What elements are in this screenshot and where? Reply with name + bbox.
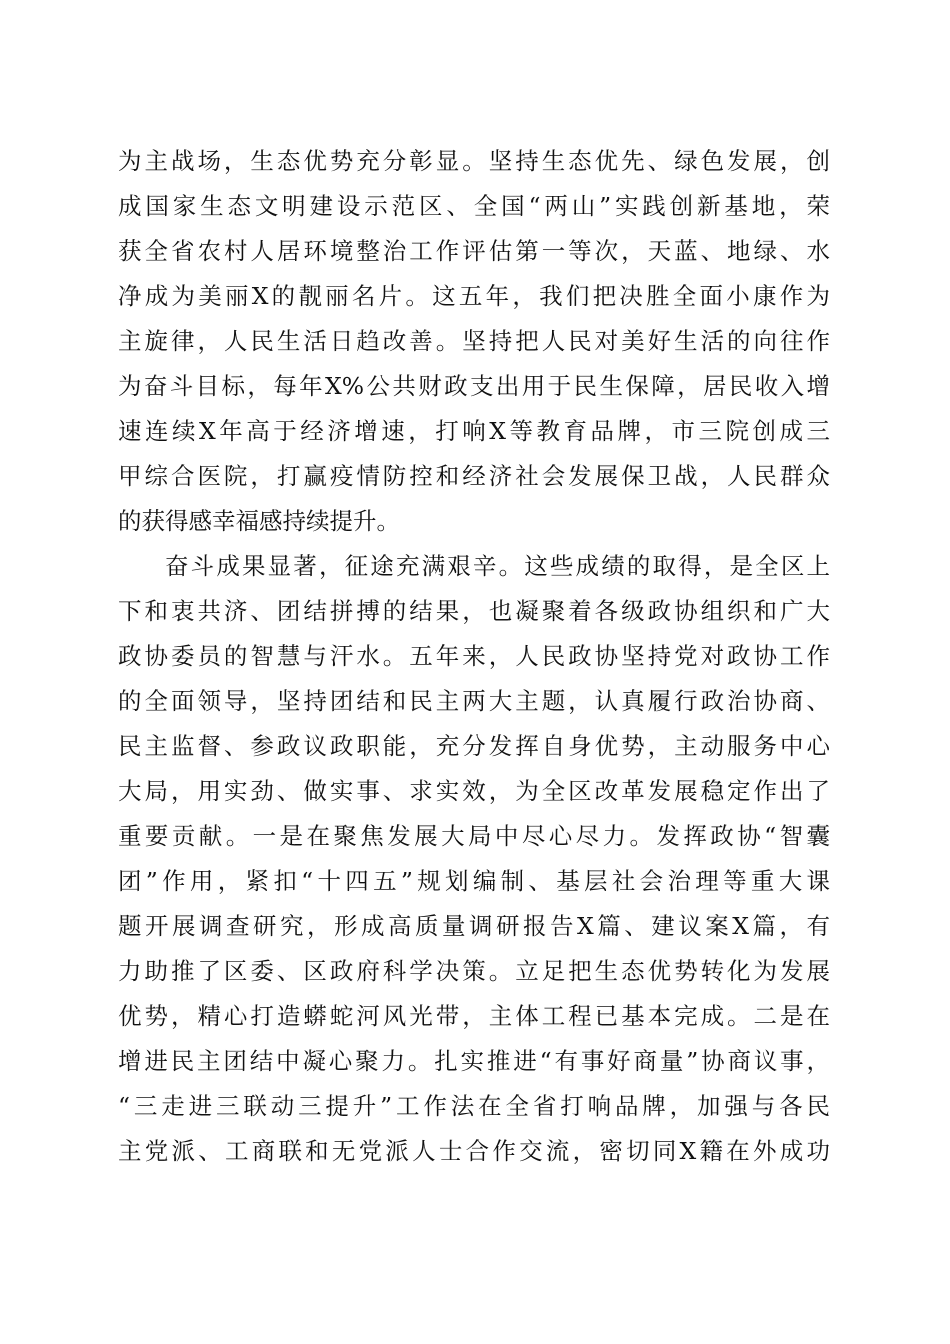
- paragraph-1: [118, 139, 830, 544]
- text-line: 主党派、工商联和无党派人士合作交流，密切同X籍在外成功: [118, 1137, 830, 1165]
- paragraph-2: [118, 544, 830, 1174]
- text-line: 大局，用实劲、做实事、求实效，为全区改革发展稳定作出了: [118, 777, 830, 805]
- text-line: 奋斗成果显著，征途充满艰辛。这些成绩的取得，是全区上: [165, 552, 830, 580]
- text-line: 增进民主团结中凝心聚力。扎实推进“有事好商量”协商议事，: [118, 1047, 830, 1075]
- text-line: 优势，精心打造蟒蛇河风光带，主体工程已基本完成。二是在: [118, 1002, 830, 1030]
- text-line: 获全省农村人居环境整治工作评估第一等次，天蓝、地绿、水: [118, 237, 830, 265]
- text-line: 速连续X年高于经济增速，打响X等教育品牌，市三院创成三: [118, 417, 830, 445]
- text-line: 的全面领导，坚持团结和民主两大主题，认真履行政治协商、: [118, 687, 830, 715]
- document-body: [118, 139, 830, 1174]
- text-line: 为主战场，生态优势充分彰显。坚持生态优先、绿色发展，创: [118, 147, 830, 175]
- text-line: 政协委员的智慧与汗水。五年来，人民政协坚持党对政协工作: [118, 642, 830, 670]
- text-line: 的获得感幸福感持续提升。: [118, 507, 400, 535]
- text-line: 主旋律，人民生活日趋改善。坚持把人民对美好生活的向往作: [118, 327, 830, 355]
- text-line: 净成为美丽X的靓丽名片。这五年，我们把决胜全面小康作为: [118, 282, 830, 310]
- text-line: 团”作用，紧扣“十四五”规划编制、基层社会治理等重大课: [118, 867, 830, 895]
- text-line: 重要贡献。一是在聚焦发展大局中尽心尽力。发挥政协“智囊: [118, 822, 830, 850]
- text-line: 成国家生态文明建设示范区、全国“两山”实践创新基地，荣: [118, 192, 830, 220]
- text-line: “三走进三联动三提升”工作法在全省打响品牌，加强与各民: [118, 1092, 830, 1120]
- text-line: 下和衷共济、团结拼搏的结果，也凝聚着各级政协组织和广大: [118, 597, 830, 625]
- text-line: 为奋斗目标，每年X%公共财政支出用于民生保障，居民收入增: [118, 372, 830, 400]
- text-line: 力助推了区委、区政府科学决策。立足把生态优势转化为发展: [118, 957, 830, 985]
- text-line: 民主监督、参政议政职能，充分发挥自身优势，主动服务中心: [118, 732, 830, 760]
- text-line: 甲综合医院，打赢疫情防控和经济社会发展保卫战，人民群众: [118, 462, 830, 490]
- text-line: 题开展调查研究，形成高质量调研报告X篇、建议案X篇，有: [118, 912, 830, 940]
